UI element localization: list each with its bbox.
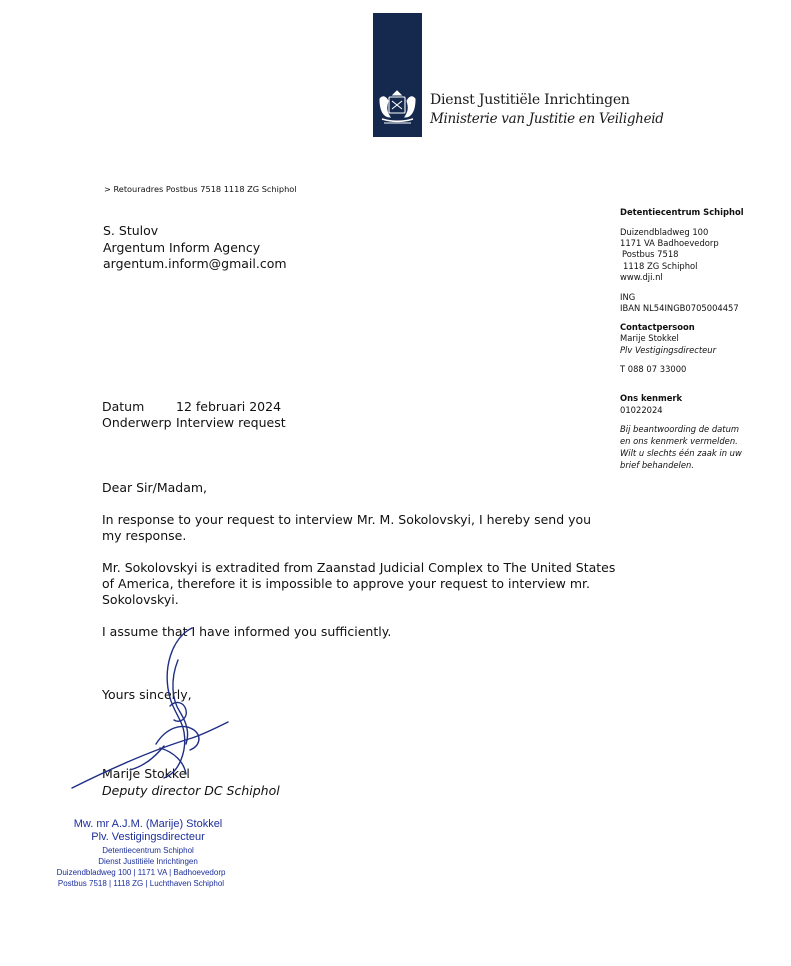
stamp-line: Postbus 7518 | 1118 ZG | Luchthaven Schiphol	[57, 879, 225, 888]
reference-note-line: en ons kenmerk vermelden.	[620, 436, 738, 446]
reference-value: 01022024	[620, 405, 663, 415]
signer-title: Deputy director DC Schiphol	[102, 783, 280, 798]
office-title: Detentiecentrum Schiphol	[620, 207, 744, 217]
office-postcode: 1171 VA Badhoevedorp	[620, 238, 719, 248]
recipient-email: argentum.inform@gmail.com	[103, 256, 287, 271]
paragraph-line: Sokolovskyi.	[102, 592, 179, 607]
office-website: www.dji.nl	[620, 272, 663, 282]
bank-name: ING	[620, 292, 636, 302]
signer-name: Marije Stokkel	[102, 766, 190, 781]
handwritten-signature	[60, 620, 240, 800]
recipient-agency: Argentum Inform Agency	[103, 240, 261, 255]
salutation: Dear Sir/Madam,	[102, 480, 208, 495]
office-postbus: Postbus 7518	[622, 249, 679, 259]
contact-role: Plv Vestigingsdirecteur	[620, 345, 717, 355]
date-value: 12 februari 2024	[176, 399, 282, 414]
reference-note-line: Wilt u slechts één zaak in uw	[620, 448, 742, 458]
stamp-line: Dienst Justitiële Inrichtingen	[98, 857, 198, 866]
paragraph-line: In response to your request to interview Mr. M. Sokolovskyi, I hereby send you	[102, 512, 592, 527]
return-address: > Retouradres Postbus 7518 1118 ZG Schiphol	[104, 184, 297, 194]
office-postbus-city: 1118 ZG Schiphol	[623, 261, 698, 271]
bank-iban: IBAN NL54INGB0705004457	[620, 303, 739, 313]
date-label: Datum	[102, 399, 145, 414]
contact-label: Contactpersoon	[620, 322, 695, 332]
subject-label: Onderwerp	[102, 415, 172, 430]
coat-of-arms-icon	[373, 13, 422, 137]
contact-name: Marije Stokkel	[620, 333, 679, 343]
office-street: Duizendbladweg 100	[620, 227, 709, 237]
stamp-line: Detentiecentrum Schiphol	[102, 846, 194, 855]
paragraph-line: my response.	[102, 528, 187, 543]
reference-note-line: Bij beantwoording de datum	[620, 424, 740, 434]
stamp-line: Plv. Vestigingsdirecteur	[91, 831, 205, 843]
organization-name: Dienst Justitiële Inrichtingen	[430, 92, 630, 108]
reference-note-line: brief behandelen.	[620, 460, 694, 470]
paragraph-line: Mr. Sokolovskyi is extradited from Zaanstad Judicial Complex to The United States	[102, 560, 616, 575]
closing: Yours sincerly,	[102, 687, 192, 702]
subject-value: Interview request	[176, 415, 286, 430]
government-logo	[373, 13, 422, 137]
stamp-line: Duizendbladweg 100 | 1171 VA | Badhoevedorp	[56, 868, 226, 877]
paragraph-line: I assume that I have informed you sufficiently.	[102, 624, 392, 639]
recipient-name: S. Stulov	[103, 223, 159, 238]
reference-label: Ons kenmerk	[620, 393, 683, 403]
contact-phone: T 088 07 33000	[620, 364, 687, 374]
paragraph-line: of America, therefore it is impossible to approve your request to interview mr.	[102, 576, 591, 591]
stamp-line: Mw. mr A.J.M. (Marije) Stokkel	[73, 818, 223, 830]
ministry-name: Ministerie van Justitie en Veiligheid	[430, 111, 664, 127]
